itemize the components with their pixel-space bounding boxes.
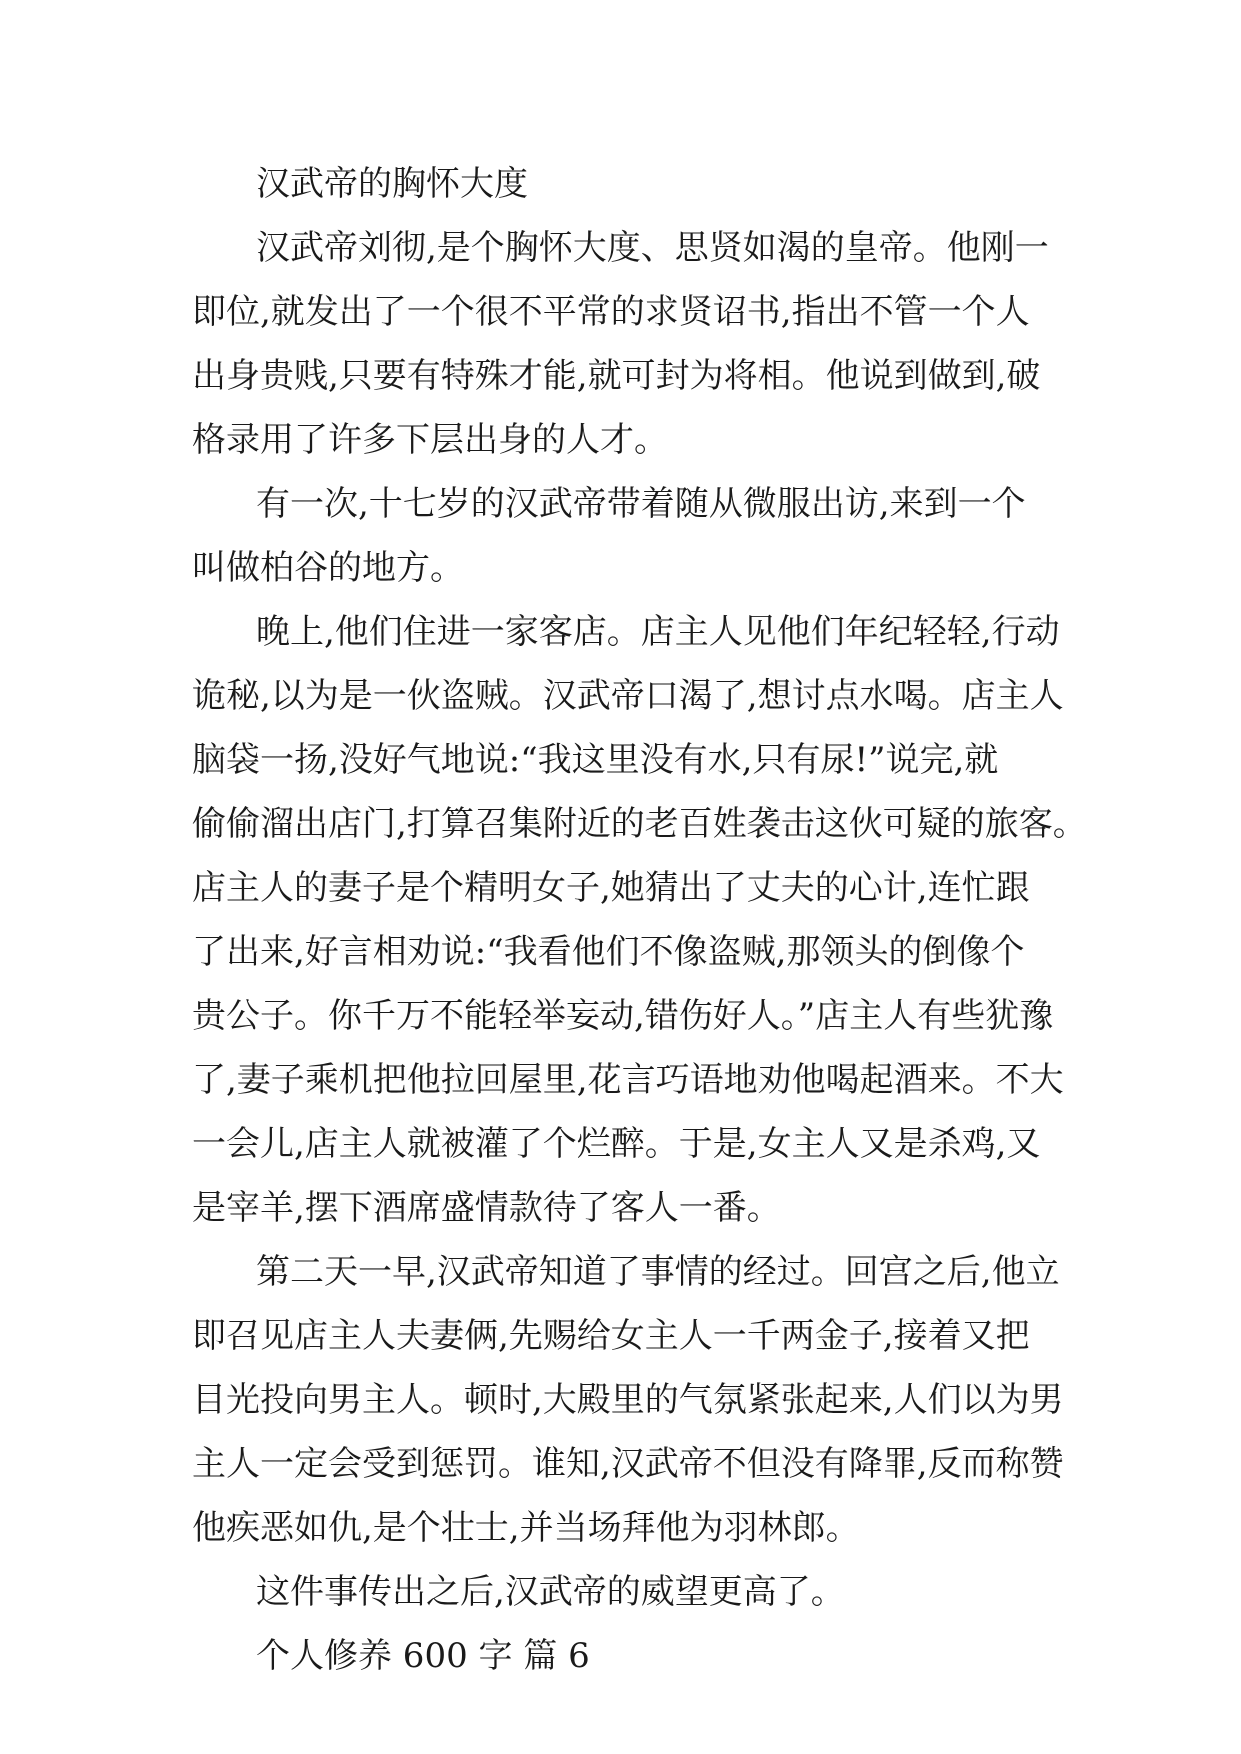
paragraph-line: 目光投向男主人。顿时,大殿里的气氛紧张起来,人们以为男 xyxy=(192,1380,1064,1420)
paragraph-line: 即位,就发出了一个很不平常的求贤诏书,指出不管一个人 xyxy=(192,292,1030,332)
paragraph-line: 晚上,他们住进一家客店。店主人见他们年纪轻轻,行动 xyxy=(256,612,1060,652)
paragraph-line: 这件事传出之后,汉武帝的威望更高了。 xyxy=(256,1572,845,1612)
paragraph-line: 了出来,好言相劝说:“我看他们不像盗贼,那领头的倒像个 xyxy=(192,932,1025,972)
paragraph-line: 他疾恶如仇,是个壮士,并当场拜他为羽林郎。 xyxy=(192,1508,860,1548)
paragraph-line: 第二天一早,汉武帝知道了事情的经过。回宫之后,他立 xyxy=(256,1252,1060,1292)
paragraph-line: 了,妻子乘机把他拉回屋里,花言巧语地劝他喝起酒来。不大 xyxy=(192,1060,1064,1100)
paragraph-line: 即召见店主人夫妻俩,先赐给女主人一千两金子,接着又把 xyxy=(192,1316,1030,1356)
paragraph-line: 是宰羊,摆下酒席盛情款待了客人一番。 xyxy=(192,1188,781,1228)
paragraph-line: 偷偷溜出店门,打算召集附近的老百姓袭击这伙可疑的旅客。 xyxy=(192,804,1087,844)
section-heading: 个人修养 600 字 篇 6 xyxy=(256,1636,590,1676)
paragraph-line: 店主人的妻子是个精明女子,她猜出了丈夫的心计,连忙跟 xyxy=(192,868,1030,908)
article-title: 汉武帝的胸怀大度 xyxy=(256,164,528,204)
paragraph-line: 一会儿,店主人就被灌了个烂醉。于是,女主人又是杀鸡,又 xyxy=(192,1124,1041,1164)
paragraph-line: 有一次,十七岁的汉武帝带着随从微服出访,来到一个 xyxy=(256,484,1026,524)
paragraph-line: 汉武帝刘彻,是个胸怀大度、思贤如渴的皇帝。他刚一 xyxy=(256,228,1049,268)
paragraph-line: 出身贵贱,只要有特殊才能,就可封为将相。他说到做到,破 xyxy=(192,356,1041,396)
paragraph-line: 主人一定会受到惩罚。谁知,汉武帝不但没有降罪,反而称赞 xyxy=(192,1444,1064,1484)
paragraph-line: 贵公子。你千万不能轻举妄动,错伤好人。”店主人有些犹豫 xyxy=(192,996,1054,1036)
paragraph-line: 脑袋一扬,没好气地说:“我这里没有水,只有尿!”说完,就 xyxy=(192,740,999,780)
paragraph-line: 叫做柏谷的地方。 xyxy=(192,548,464,588)
paragraph-line: 诡秘,以为是一伙盗贼。汉武帝口渴了,想讨点水喝。店主人 xyxy=(192,676,1064,716)
paragraph-line: 格录用了许多下层出身的人才。 xyxy=(192,420,668,460)
